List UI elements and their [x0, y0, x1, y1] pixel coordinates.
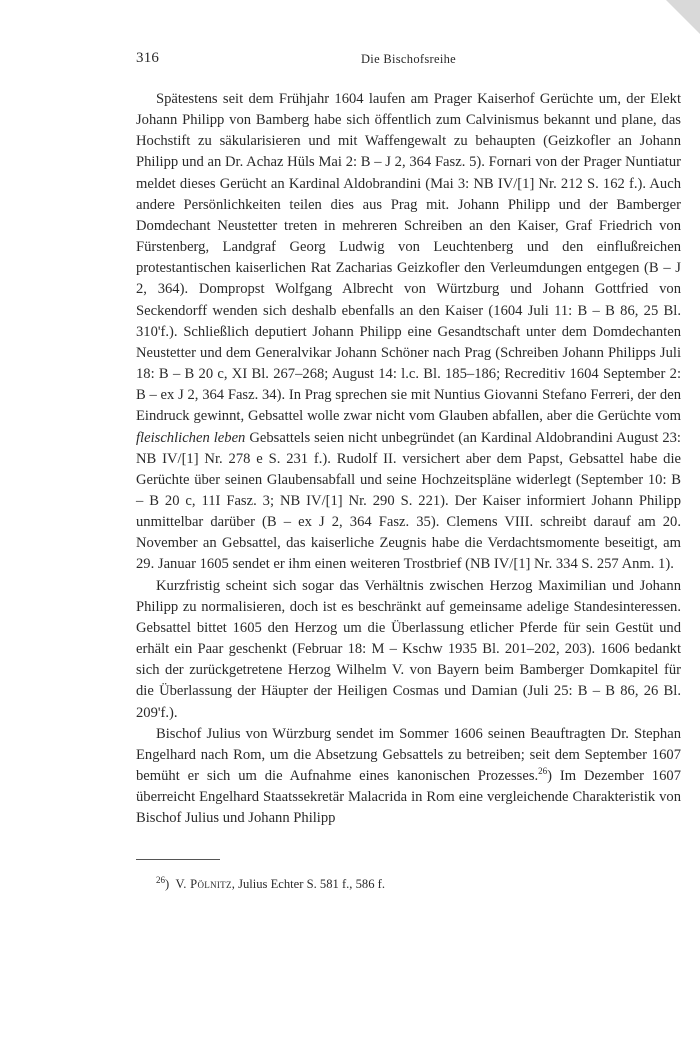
paragraph-3-text-a: Bischof Julius von Würzburg sendet im Sommer 1606 seinen Beauftragten Dr. Stephan Engelhard nach Rom, um die Absetzung Gebsattels zu betreiben; seit dem September 1607 bemüht er sich um die Aufnahme eines kanonischen Prozesses.: [136, 725, 681, 784]
footnote: [156, 876, 681, 893]
paragraph-1: [136, 89, 681, 576]
running-head: Die Bischofsreihe: [360, 52, 456, 66]
footnote-rule: [136, 859, 220, 860]
paragraph-1-text-a: Spätestens seit dem Frühjahr 1604 laufen am Prager Kaiserhof Gerüchte um, der Elekt Johann Philipp von Bamberg habe sich öffentlich zum Calvinismus bekannt und plane, das Hochstift zu säkularisieren und mit Waffengewalt zu behaupten (Geizkofler an Johann Philipp und an Dr. Achaz Hüls Mai 2: B – J 2, 364 Fasz. 5). Fornari von der Prager Nuntiatur meldet dieses Gerücht an Kardinal Aldobrandini (Mai 3: NB IV/[1] Nr. 212 S. 162 f.). Auch andere Persönlichkeiten teilen dies aus Prag mit. Johann Philipp und der Bamberger Domdechant Neustetter treten in mehreren Schreiben an den Kaiser, Graf Friedrich von Fürstenberg, Landgraf Georg Ludwig von Leuchtenberg und den einflußreichen protestantischen kaiserlichen Rat Zacharias Geizkofler den Verleumdungen entgegen (B – J 2, 364). Dompropst Wolfgang Albrecht von Würtzburg und Johann Gottfried von Seckendorff wenden sich deshalb ebenfalls an den Kaiser (1604 Juli 11: B – B 86, 25 Bl. 310'f.). Schließlich deputiert Johann Philipp eine Gesandtschaft unter dem Domdechanten Neustetter und dem Generalvikar Johann Schöner nach Prag (Schreiben Johann Philipps Juli 18: B – B 20 c, XI Bl. 267–268; August 14: l.c. Bl. 185–186; Recreditiv 1604 September 2: B – ex J 2, 364 Fasz. 34). In Prag sprechen sie mit Nuntius Giovanni Stefano Ferreri, der den Eindruck gewinnt, Gebsattel wolle zwar nicht vom Glauben abfallen, aber die Gerüchte vom: [136, 91, 681, 425]
paragraph-3: [136, 724, 681, 830]
page-number: 316: [136, 50, 160, 66]
paragraph-2: Kurzfristig scheint sich sogar das Verhältnis zwischen Herzog Maximilian und Johann Philipp zu normalisieren, doch ist es beschränkt auf gemeinsame adelige Standesinteressen. Gebsattel bittet 1605 den Herzog um die Überlassung etlicher Pferde für sein Gestüt und erhält ein Paar geschenkt (Februar 18: M – Kschw 1935 Bl. 201–202, 203). 1606 bedankt sich der zurückgetretene Herzog Wilhelm V. von Bayern beim Bamberger Domkapitel für die Überlassung der Häupter der Heiligen Cosmas und Damian (Juli 25: B – B 86, 26 Bl. 209'f.).: [136, 577, 681, 721]
footnote-author: V. Pölnitz: [175, 877, 232, 891]
footnote-mark: 26: [156, 874, 165, 885]
body-text: [136, 89, 681, 829]
page-header: [136, 50, 681, 72]
page-corner-shadow: [666, 0, 700, 34]
footnote-reference: 26: [538, 766, 548, 777]
paragraph-1-text-b: Gebsattels seien nicht unbegründet (an Kardinal Aldobrandini August 23: NB IV/[1] Nr. 278 e S. 231 f.). Rudolf II. versichert aber dem Papst, Gebsattel habe die Gerüchte über seinen Glaubensabfall und seine Hochzeitspläne widerlegt (September 10: B – B 20 c, 11I Fasz. 3; NB IV/[1] Nr. 290 S. 221). Der Kaiser informiert Johann Philipp unmittelbar darüber (B – ex J 2, 364 Fasz. 35). Clemens VIII. schreibt darauf am 20. November an Gebsattel, das kaiserliche Zeugnis habe die Verdachtsmomente beseitigt, am 29. Januar 1605 sendet er ihm einen weiteren Trostbrief (NB IV/[1] Nr. 334 S. 257 Anm. 1).: [136, 429, 681, 573]
footnote-text: , Julius Echter S. 581 f., 586 f.: [231, 877, 385, 891]
paragraph-3-text-b: ) Im Dezember 1607 überreicht Engelhard Staatssekretär Malacrida in Rom eine vergleichende Charakteristik von Bischof Julius und Johann Philipp: [136, 768, 681, 827]
footnote-mark-close: ): [165, 877, 170, 891]
quoted-phrase: fleischlichen leben: [136, 429, 246, 446]
